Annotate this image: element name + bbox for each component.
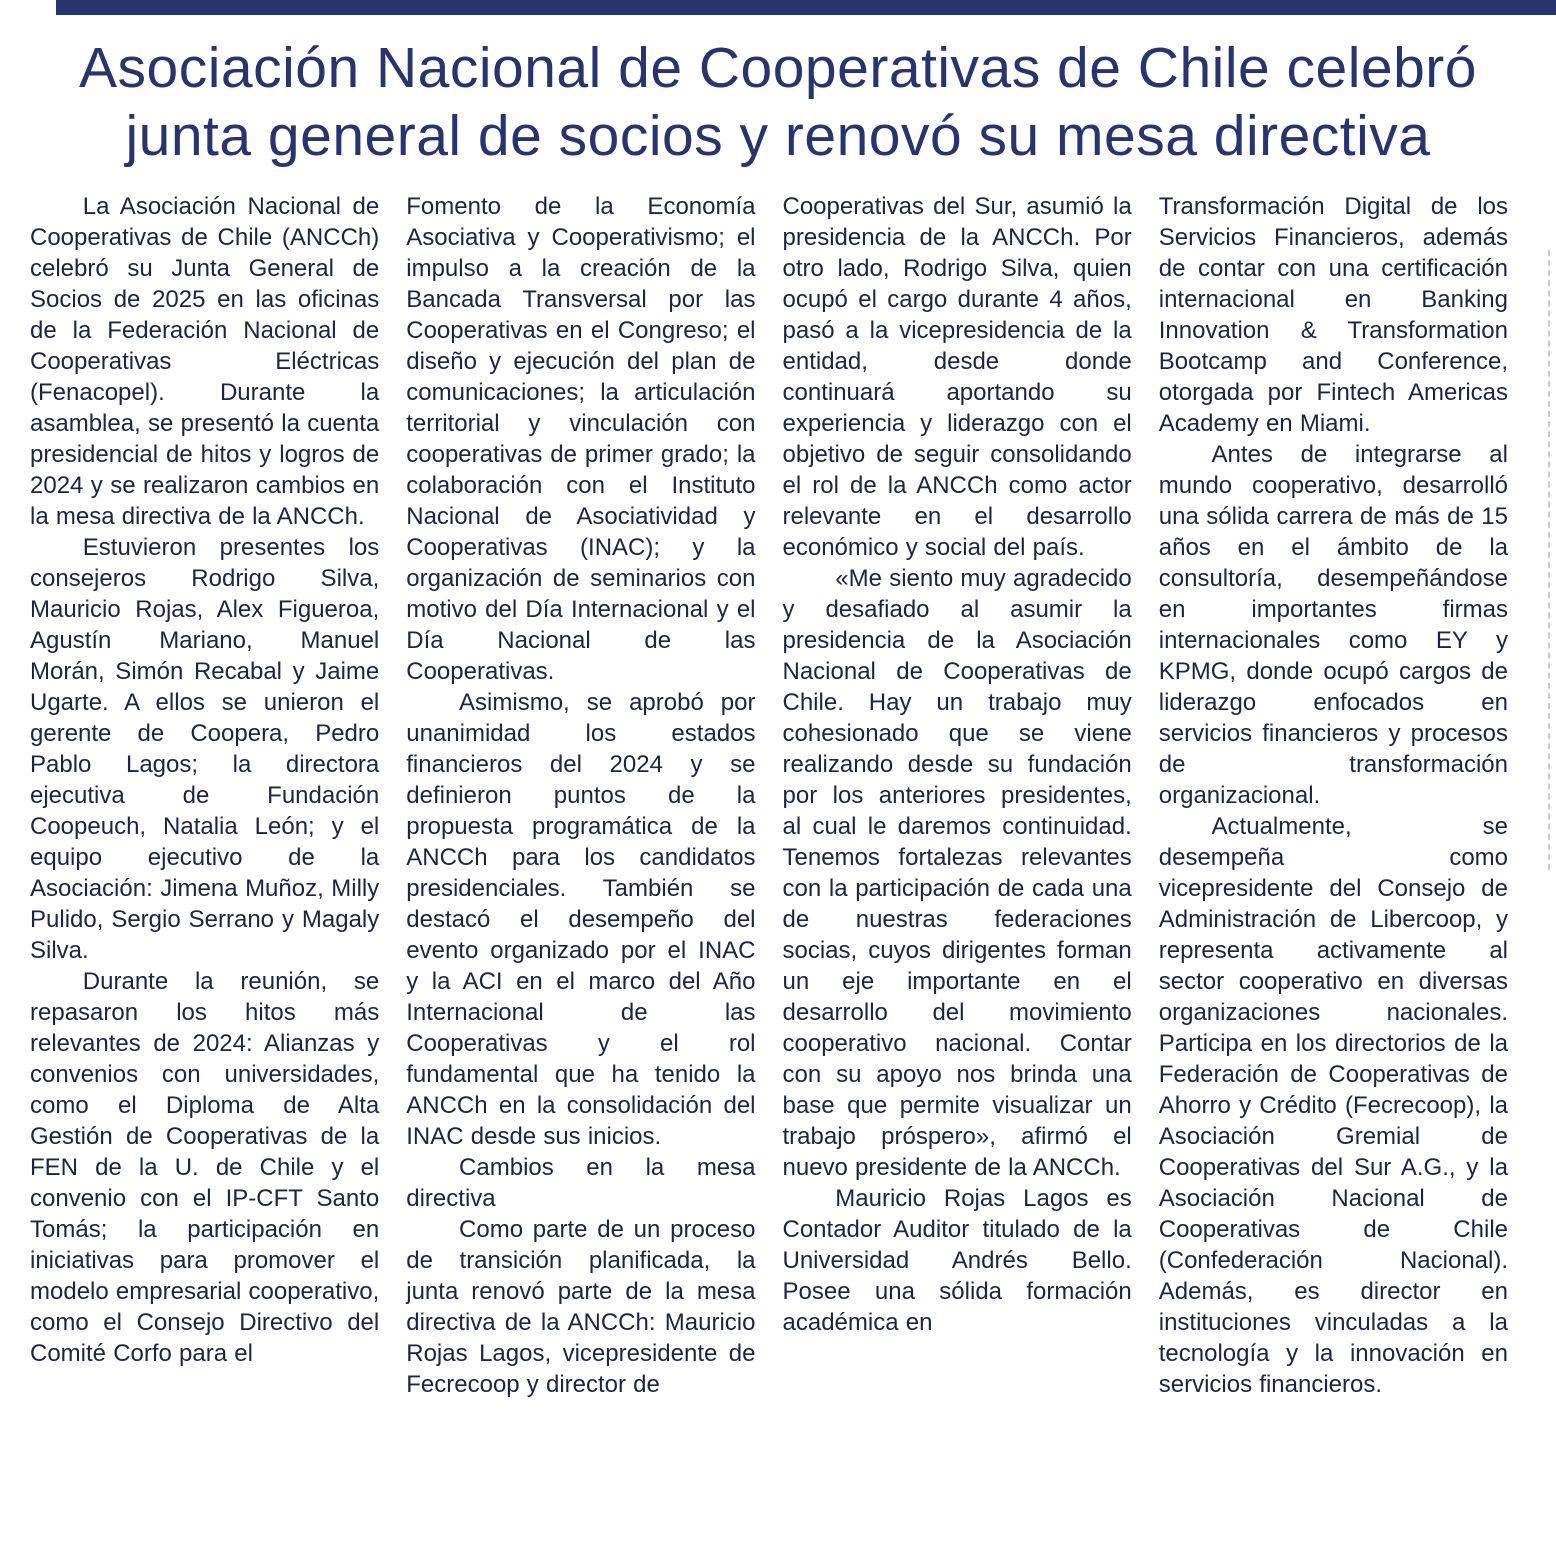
paragraph: Mauricio Rojas Lagos es Contador Auditor titulado de la Universidad Andrés Bello. Posee una sólida formación académica en bbox=[782, 1184, 1132, 1336]
article-headline: Asociación Nacional de Cooperativas de Chile celebró junta general de socios y renovó su mesa directiva bbox=[79, 36, 1477, 169]
subhead: Cambios en la mesa directiva bbox=[406, 1153, 756, 1212]
article-body bbox=[0, 177, 1556, 1400]
paragraph: Antes de integrarse al mundo cooperativo, desarrolló una sólida carrera de más de 15 años en el ámbito de la consultoría, desempeñándose en importantes firmas internacionales como EY y KPMG, donde ocupó cargos de liderazgo enfocados en servicios financieros y procesos de transformación organizacional. bbox=[1158, 440, 1508, 809]
column-4 bbox=[1159, 191, 1508, 1400]
top-rule-bar bbox=[56, 0, 1556, 15]
paragraph: Como parte de un proceso de transición planificada, la junta renovó parte de la mesa directiva de la ANCCh: Mauricio Rojas Lagos, vicepresidente de Fecrecoop y director de bbox=[406, 1215, 756, 1398]
paragraph: La Asociación Nacional de Cooperativas de Chile (ANCCh) celebró su Junta General de Socios de 2025 en las oficinas de la Federación Nacional de Cooperativas Eléctricas (Fenacopel). Durante la asamblea, se presentó la cuenta presidencial de hitos y logros de 2024 y se realizaron cambios en la mesa directiva de la ANCCh. bbox=[30, 192, 380, 530]
paragraph-continuation: Fomento de la Economía Asociativa y Cooperativismo; el impulso a la creación de la Bancada Transversal por las Cooperativas en el Congreso; el diseño y ejecución del plan de comunicaciones; la articulación territorial y vinculación con cooperativas de primer grado; la colaboración con el Instituto Nacional de Asociatividad y Cooperativas (INAC); y la organización de seminarios con motivo del Día Internacional y el Día Nacional de las Cooperativas. bbox=[406, 192, 756, 685]
column-1 bbox=[30, 191, 379, 1400]
paragraph: Actualmente, se desempeña como vicepresidente del Consejo de Administración de Libercoop, y representa activamente al sector cooperativo en diversas organizaciones nacionales. Participa en los directorios de la Federación de Cooperativas de Ahorro y Crédito (Fecrecoop), la Asociación Gremial de Cooperativas del Sur A.G., y la Asociación Nacional de Cooperativas de Chile (Confederación Nacional). Además, es director en instituciones vinculadas a la tecnología y la innovación en servicios financieros. bbox=[1158, 812, 1508, 1398]
right-margin-marks bbox=[1548, 250, 1550, 870]
paragraph-continuation: Cooperativas del Sur, asumió la presidencia de la ANCCh. Por otro lado, Rodrigo Silva, quien ocupó el cargo durante 4 años, pasó a la vicepresidencia de la entidad, desde donde continuará aportando su experiencia y liderazgo con el objetivo de seguir consolidando el rol de la ANCCh como actor relevante en el desarrollo económico y social del país. bbox=[782, 192, 1132, 561]
paragraph: Estuvieron presentes los consejeros Rodrigo Silva, Mauricio Rojas, Alex Figueroa, Agustín Mariano, Manuel Morán, Simón Recabal y Jaime Ugarte. A ellos se unieron el gerente de Coopera, Pedro Pablo Lagos; la directora ejecutiva de Fundación Coopeuch, Natalia León; y el equipo ejecutivo de la Asociación: Jimena Muñoz, Milly Pulido, Sergio Serrano y Magaly Silva. bbox=[30, 533, 380, 964]
paragraph-continuation: Transformación Digital de los Servicios Financieros, además de contar con una certificación internacional en Banking Innovation & Transformation Bootcamp and Conference, otorgada por Fintech Americas Academy en Miami. bbox=[1158, 192, 1508, 437]
paragraph: «Me siento muy agradecido y desafiado al asumir la presidencia de la Asociación Nacional de Cooperativas de Chile. Hay un trabajo muy cohesionado que se viene realizando desde su fundación por los anteriores presidentes, al cual le daremos continuidad. Tenemos fortalezas relevantes con la participación de cada una de nuestras federaciones socias, cuyos dirigentes forman un eje importante en el desarrollo del movimiento cooperativo nacional. Contar con su apoyo nos brinda una base que permite visualizar un trabajo próspero», afirmó el nuevo presidente de la ANCCh. bbox=[782, 564, 1132, 1181]
column-2 bbox=[406, 191, 755, 1400]
paragraph: Asimismo, se aprobó por unanimidad los estados financieros del 2024 y se definieron puntos de la propuesta programática de la ANCCh para los candidatos presidenciales. También se destacó el desempeño del evento organizado por el INAC y la ACI en el marco del Año Internacional de las Cooperativas y el rol fundamental que ha tenido la ANCCh en la consolidación del INAC desde sus inicios. bbox=[406, 688, 756, 1150]
column-3 bbox=[783, 191, 1132, 1400]
paragraph: Durante la reunión, se repasaron los hitos más relevantes de 2024: Alianzas y convenios con universidades, como el Diploma de Alta Gestión de Cooperativas de la FEN de la U. de Chile y el convenio con el IP-CFT Santo Tomás; la participación en iniciativas para promover el modelo empresarial cooperativo, como el Consejo Directivo del Comité Corfo para el bbox=[30, 967, 380, 1367]
